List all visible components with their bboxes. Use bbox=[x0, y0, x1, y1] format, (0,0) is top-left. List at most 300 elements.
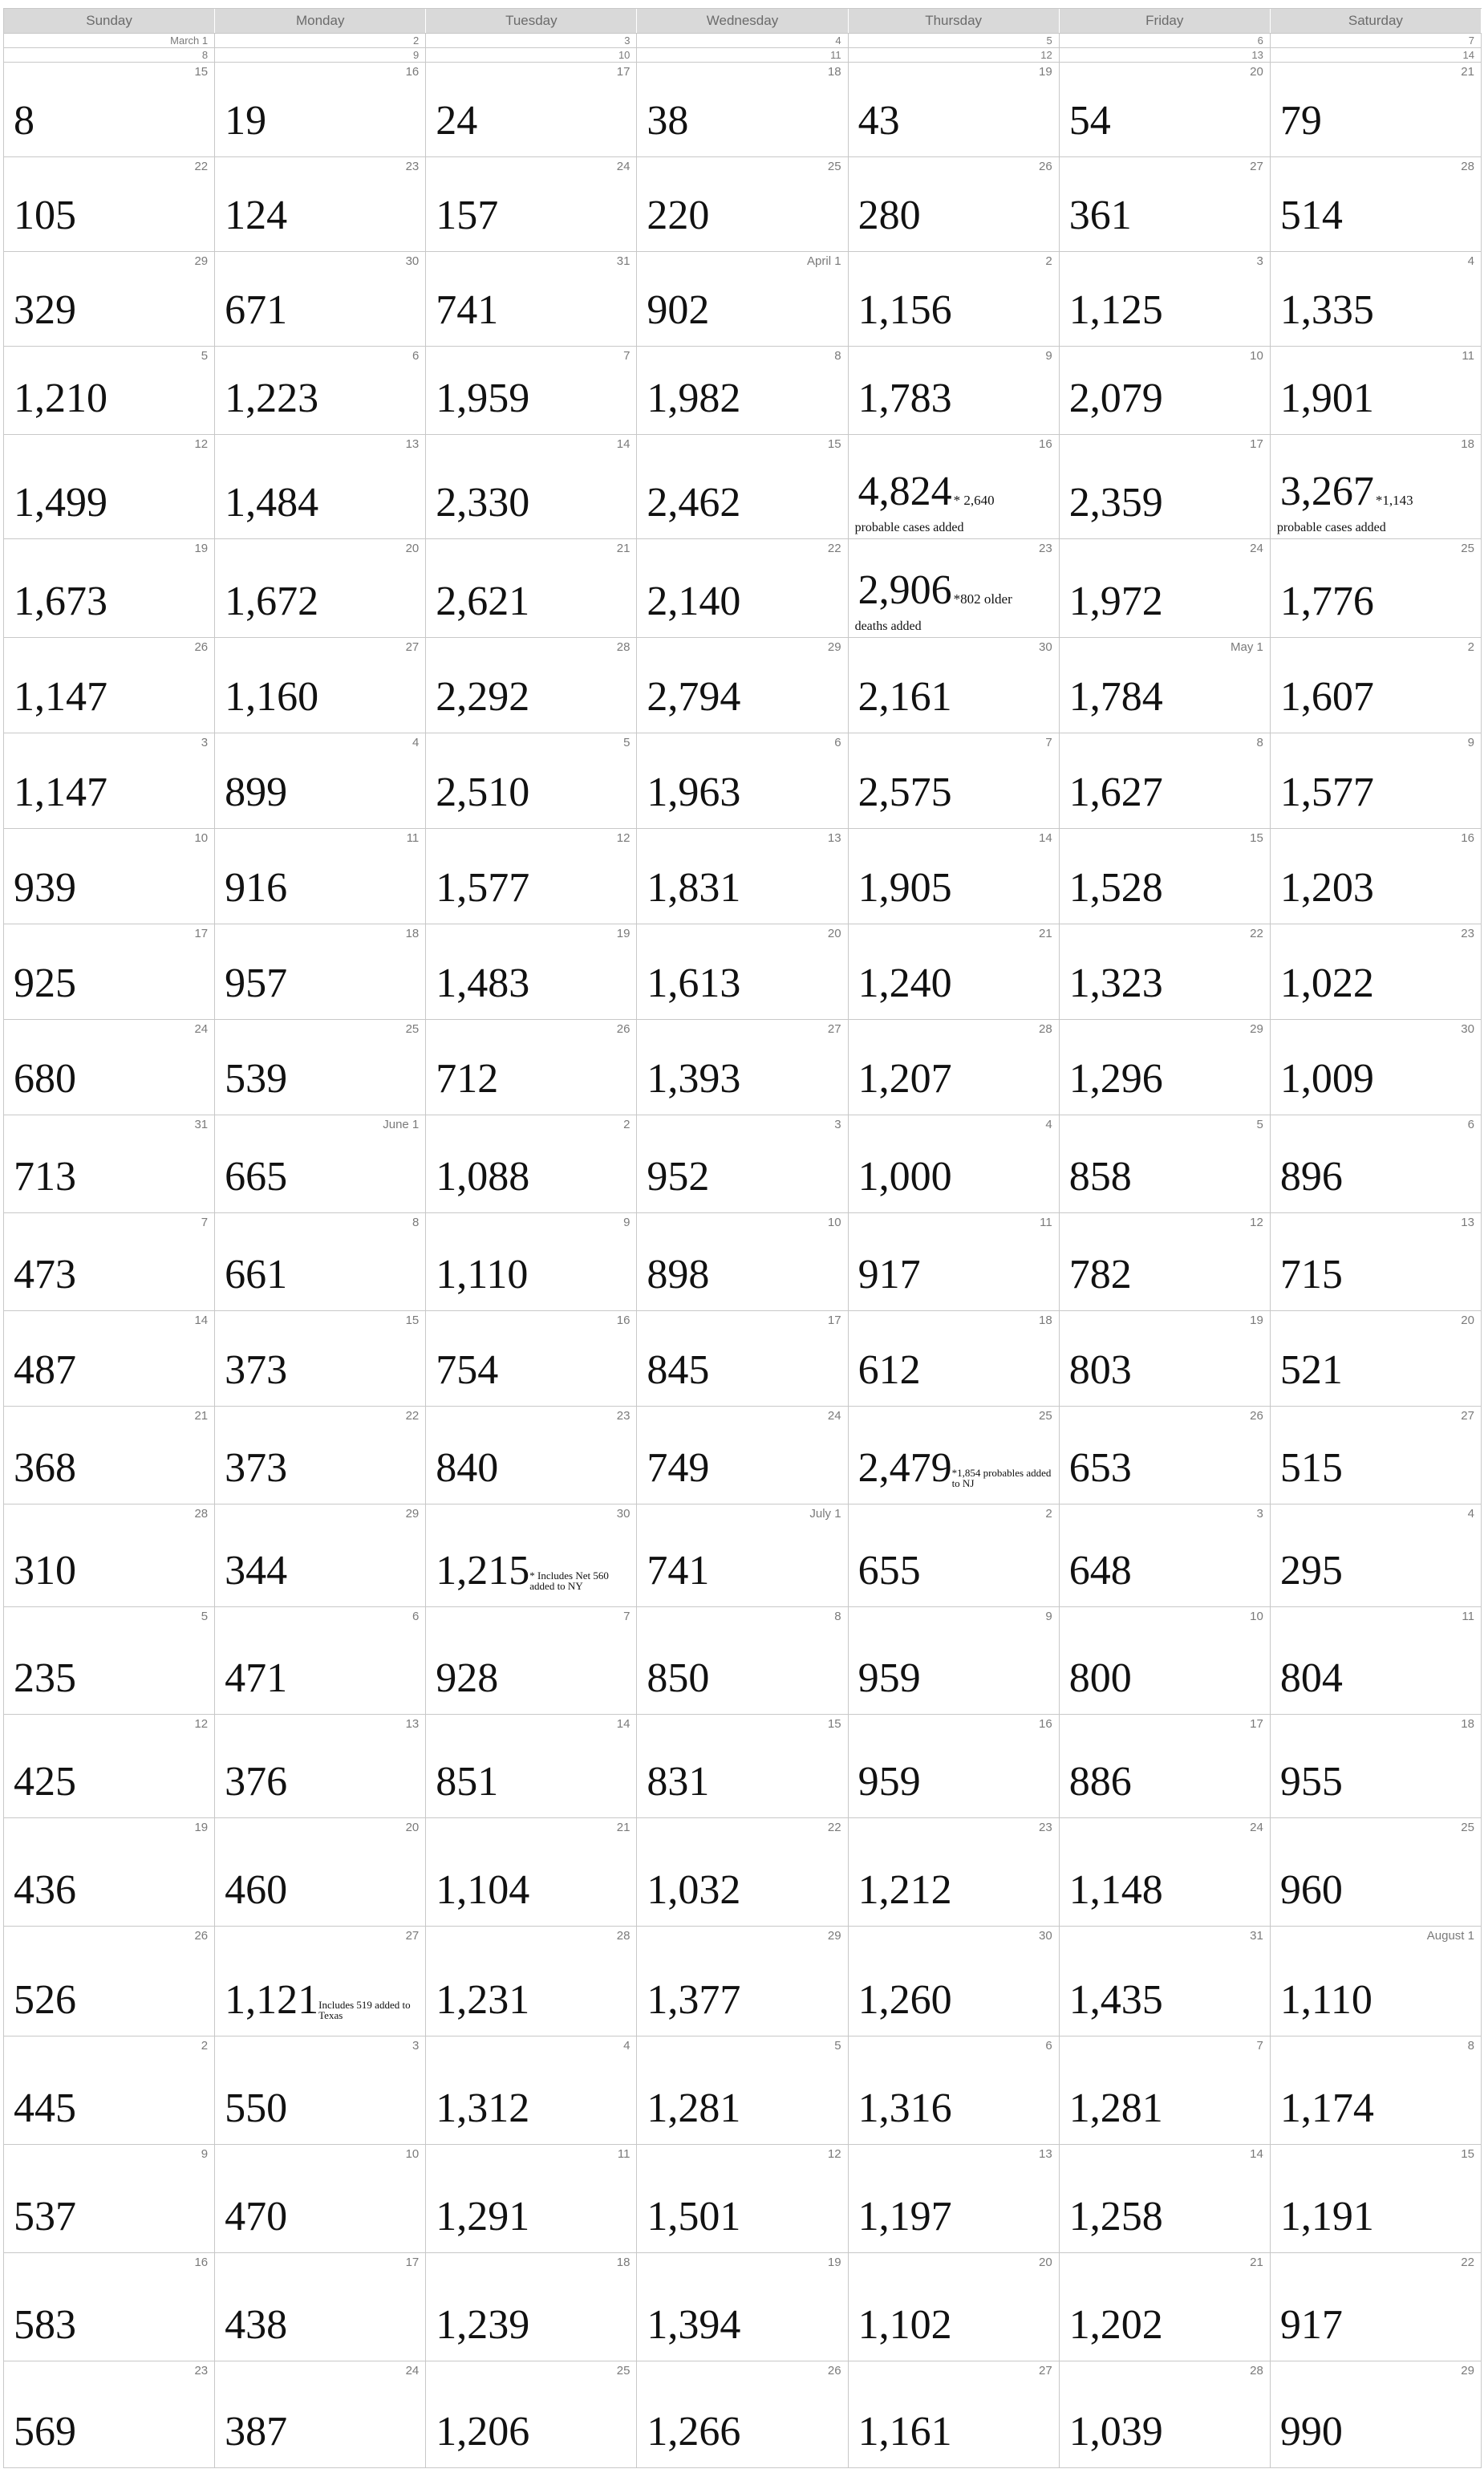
daily-count bbox=[1069, 482, 1163, 524]
daily-count bbox=[1069, 2196, 1163, 2238]
daily-count bbox=[436, 1761, 498, 1803]
day-number: 12 bbox=[194, 437, 209, 451]
day-cell bbox=[1060, 2253, 1271, 2361]
day-cell bbox=[849, 1020, 1060, 1115]
day-number: 12 bbox=[616, 831, 630, 845]
daily-count-value: 1,197 bbox=[858, 2194, 952, 2240]
day-cell bbox=[1271, 1927, 1482, 2036]
daily-count-value: 376 bbox=[225, 1759, 288, 1805]
daily-count-value: 850 bbox=[647, 1655, 710, 1701]
day-cell bbox=[1271, 1607, 1482, 1714]
daily-count-value: 917 bbox=[1279, 2302, 1343, 2348]
daily-count bbox=[647, 1347, 710, 1393]
daily-count-value: 1,627 bbox=[1068, 770, 1163, 815]
day-cell bbox=[215, 539, 426, 637]
daily-count-value: 2,479 bbox=[858, 1445, 952, 1491]
daily-count-value: 1,901 bbox=[1279, 376, 1374, 421]
day-cell bbox=[1060, 829, 1271, 924]
daily-count-value: 1,156 bbox=[858, 287, 952, 333]
daily-count-value: 1,577 bbox=[436, 865, 530, 911]
day-number: 13 bbox=[405, 437, 420, 451]
day-number: 7 bbox=[623, 349, 630, 363]
week-row bbox=[4, 63, 1482, 157]
daily-count-value: 1,240 bbox=[858, 960, 952, 1006]
daily-count-value: 1,121 bbox=[225, 1977, 319, 2023]
daily-count bbox=[225, 2196, 287, 2238]
daily-count bbox=[1280, 676, 1374, 718]
day-number: 8 bbox=[834, 1610, 841, 1623]
day-cell bbox=[1271, 1311, 1482, 1406]
day-cell bbox=[637, 252, 848, 346]
calendar-weeks bbox=[4, 34, 1482, 2468]
daily-count bbox=[1069, 581, 1163, 623]
week-row bbox=[4, 733, 1482, 829]
day-number: May 1 bbox=[1230, 640, 1263, 654]
daily-count bbox=[1279, 287, 1374, 333]
day-number: 26 bbox=[1250, 1409, 1263, 1423]
day-number: 31 bbox=[1250, 1929, 1263, 1943]
daily-count bbox=[1280, 1058, 1374, 1100]
day-cell bbox=[215, 1020, 426, 1115]
daily-count-value: 1,039 bbox=[1068, 2409, 1163, 2455]
daily-count bbox=[858, 1867, 952, 1913]
calendar bbox=[3, 8, 1482, 2468]
week-row bbox=[4, 1505, 1482, 1607]
day-number: 27 bbox=[1250, 160, 1263, 173]
daily-count-value: 1,577 bbox=[1279, 770, 1374, 815]
day-number: 22 bbox=[194, 160, 209, 173]
day-cell bbox=[1060, 1927, 1271, 2036]
daily-count bbox=[436, 1347, 499, 1393]
daily-count-value: 373 bbox=[225, 1445, 288, 1491]
daily-count-value: 79 bbox=[1279, 98, 1322, 144]
daily-count-value: 539 bbox=[225, 1056, 288, 1102]
day-number: 22 bbox=[827, 542, 841, 555]
day-cell bbox=[849, 539, 1060, 637]
daily-count bbox=[647, 1977, 741, 2023]
day-number: 11 bbox=[1462, 349, 1474, 363]
day-number: 8 bbox=[834, 349, 841, 363]
weekday-header-sunday: Sunday bbox=[4, 9, 215, 33]
day-number: 25 bbox=[405, 1022, 420, 1036]
daily-count bbox=[436, 1867, 530, 1913]
daily-count bbox=[1280, 378, 1374, 420]
daily-count bbox=[1279, 960, 1374, 1006]
daily-count-value: 1,231 bbox=[436, 1977, 530, 2023]
day-cell bbox=[637, 1115, 848, 1212]
day-number: 22 bbox=[1250, 927, 1263, 940]
day-number: 7 bbox=[623, 1610, 630, 1623]
day-number: 22 bbox=[1461, 2256, 1474, 2269]
daily-count bbox=[1280, 1550, 1343, 1592]
day-number: 21 bbox=[1461, 65, 1474, 79]
day-number: 23 bbox=[1039, 1821, 1052, 1834]
day-number: 20 bbox=[827, 927, 841, 940]
day-cell bbox=[1060, 2145, 1271, 2252]
daily-count-value: 487 bbox=[14, 1347, 76, 1393]
daily-count bbox=[436, 676, 529, 718]
day-number: 30 bbox=[1039, 1929, 1052, 1943]
daily-count-value: 886 bbox=[1068, 1759, 1132, 1805]
daily-count-value: 959 bbox=[858, 1655, 921, 1701]
daily-count bbox=[14, 676, 107, 718]
footnote-inline: *1,143 bbox=[1375, 493, 1413, 508]
day-cell bbox=[215, 2145, 426, 2252]
day-cell bbox=[426, 2145, 637, 2252]
day-number: 5 bbox=[201, 349, 209, 363]
day-number: 3 bbox=[412, 2039, 420, 2053]
day-number: 11 bbox=[830, 49, 841, 61]
daily-count bbox=[1279, 1977, 1372, 2023]
day-cell bbox=[426, 829, 637, 924]
daily-count bbox=[436, 2085, 530, 2131]
daily-count bbox=[1068, 2085, 1163, 2131]
daily-count bbox=[647, 581, 740, 623]
day-cell bbox=[426, 48, 637, 62]
day-cell bbox=[1060, 539, 1271, 637]
daily-count bbox=[858, 1655, 921, 1701]
day-number: 2 bbox=[413, 35, 420, 47]
day-cell bbox=[4, 63, 215, 156]
daily-count-value: 916 bbox=[225, 865, 288, 911]
daily-count bbox=[858, 2411, 952, 2453]
daily-count bbox=[858, 1156, 952, 1198]
daily-count-value: 1,258 bbox=[1068, 2194, 1163, 2240]
daily-count bbox=[1280, 581, 1374, 623]
day-cell bbox=[215, 63, 426, 156]
day-cell bbox=[215, 1505, 426, 1606]
day-cell bbox=[1060, 733, 1271, 828]
day-cell bbox=[849, 1715, 1060, 1817]
day-cell bbox=[4, 347, 215, 434]
daily-count-value: 1,672 bbox=[225, 579, 319, 624]
day-cell bbox=[426, 1115, 637, 1212]
day-cell bbox=[637, 1213, 848, 1310]
day-cell bbox=[1271, 2361, 1482, 2467]
day-cell bbox=[1271, 157, 1482, 251]
day-number: 30 bbox=[405, 254, 420, 268]
daily-count bbox=[14, 1156, 76, 1198]
footnote-below: deaths added bbox=[854, 619, 922, 633]
day-number: 18 bbox=[827, 65, 841, 79]
day-number: 7 bbox=[1256, 2039, 1263, 2053]
day-cell bbox=[1060, 1311, 1271, 1406]
day-number: 10 bbox=[618, 49, 630, 61]
daily-count-value: 1,088 bbox=[436, 1154, 530, 1200]
daily-count-value: 2,161 bbox=[858, 674, 952, 720]
daily-count-value: 1,784 bbox=[1068, 674, 1163, 720]
day-cell bbox=[849, 2253, 1060, 2361]
day-number: 3 bbox=[1256, 1507, 1263, 1521]
day-number: 23 bbox=[194, 2364, 209, 2378]
daily-count bbox=[14, 1347, 76, 1393]
daily-count bbox=[1280, 2304, 1343, 2346]
day-cell bbox=[426, 347, 637, 434]
daily-count bbox=[1280, 2411, 1343, 2453]
week-row bbox=[4, 2253, 1482, 2361]
day-cell bbox=[4, 1311, 215, 1406]
day-number: 28 bbox=[1461, 160, 1474, 173]
daily-count bbox=[858, 471, 995, 513]
day-cell bbox=[849, 34, 1060, 47]
daily-count bbox=[1279, 1655, 1343, 1701]
day-number: 15 bbox=[1461, 2147, 1474, 2161]
daily-count bbox=[647, 2304, 740, 2346]
day-cell bbox=[215, 2036, 426, 2144]
daily-count-value: 1,972 bbox=[1068, 579, 1163, 624]
day-cell bbox=[1271, 924, 1482, 1019]
day-number: 13 bbox=[1039, 2147, 1052, 2161]
day-number: 9 bbox=[1045, 1610, 1052, 1623]
day-number: 4 bbox=[1467, 254, 1474, 268]
day-cell bbox=[4, 539, 215, 637]
day-number: 23 bbox=[1039, 542, 1052, 555]
day-cell bbox=[1060, 1715, 1271, 1817]
week-row bbox=[4, 1607, 1482, 1715]
day-number: 18 bbox=[405, 927, 420, 940]
daily-count-value: 24 bbox=[436, 98, 478, 144]
daily-count bbox=[1280, 772, 1374, 814]
daily-count bbox=[858, 1347, 921, 1393]
daily-count-value: 124 bbox=[225, 193, 288, 238]
day-number: 21 bbox=[1250, 2256, 1263, 2269]
day-cell bbox=[849, 157, 1060, 251]
day-cell bbox=[426, 2253, 637, 2361]
day-cell bbox=[215, 48, 426, 62]
weekday-header-friday: Friday bbox=[1060, 9, 1271, 33]
day-cell bbox=[1271, 539, 1482, 637]
day-cell bbox=[4, 1715, 215, 1817]
day-cell bbox=[849, 1505, 1060, 1606]
day-number: 17 bbox=[194, 927, 209, 940]
daily-count-value: 917 bbox=[858, 1252, 921, 1297]
daily-count bbox=[436, 2304, 529, 2346]
daily-count bbox=[1280, 1254, 1343, 1296]
day-number: 14 bbox=[616, 1717, 630, 1731]
day-number: 26 bbox=[194, 640, 209, 654]
day-cell bbox=[849, 2361, 1060, 2467]
daily-count bbox=[1069, 676, 1163, 718]
daily-count-value: 438 bbox=[225, 2302, 288, 2348]
footnote: * Includes Net 560 added to NY bbox=[529, 1569, 609, 1593]
day-number: 25 bbox=[1461, 542, 1474, 555]
day-number: 25 bbox=[1039, 1409, 1052, 1423]
daily-count-value: 436 bbox=[14, 1867, 76, 1913]
daily-count-value: 1,377 bbox=[647, 1977, 741, 2023]
day-number: 3 bbox=[624, 35, 630, 47]
daily-count bbox=[14, 195, 76, 237]
day-number: 14 bbox=[1462, 49, 1474, 61]
daily-count-value: 235 bbox=[14, 1655, 76, 1701]
day-cell bbox=[849, 435, 1060, 538]
day-cell bbox=[637, 1020, 848, 1115]
daily-count-value: 712 bbox=[436, 1056, 499, 1102]
daily-count-value: 741 bbox=[647, 1548, 710, 1594]
daily-count-value: 899 bbox=[225, 770, 288, 815]
daily-count bbox=[1069, 867, 1163, 909]
daily-count bbox=[647, 1156, 709, 1198]
daily-count bbox=[858, 1761, 921, 1803]
day-number: 6 bbox=[1045, 2039, 1052, 2053]
day-cell bbox=[426, 1213, 637, 1310]
day-number: 13 bbox=[1251, 49, 1263, 61]
day-number: 14 bbox=[616, 437, 630, 451]
daily-count bbox=[436, 482, 529, 524]
day-number: 12 bbox=[1040, 49, 1052, 61]
daily-count-value: 1,783 bbox=[858, 376, 952, 421]
day-cell bbox=[637, 1311, 848, 1406]
day-cell bbox=[1060, 2036, 1271, 2144]
day-number: 19 bbox=[1250, 1314, 1263, 1327]
daily-count bbox=[1280, 471, 1413, 513]
daily-count bbox=[1279, 2085, 1374, 2131]
daily-count bbox=[436, 2411, 529, 2453]
daily-count bbox=[225, 1550, 287, 1592]
day-cell bbox=[1271, 347, 1482, 434]
day-number: 16 bbox=[194, 2256, 209, 2269]
daily-count-value: 387 bbox=[225, 2409, 288, 2455]
day-number: 29 bbox=[1250, 1022, 1263, 1036]
daily-count-value: 661 bbox=[225, 1252, 288, 1297]
day-number: 2 bbox=[1045, 254, 1052, 268]
day-cell bbox=[426, 539, 637, 637]
day-cell bbox=[1060, 1020, 1271, 1115]
day-cell bbox=[215, 638, 426, 733]
daily-count bbox=[1068, 1445, 1132, 1491]
daily-count-value: 1,160 bbox=[225, 674, 319, 720]
day-number: 16 bbox=[1039, 437, 1052, 451]
daily-count bbox=[225, 195, 287, 237]
day-cell bbox=[1060, 157, 1271, 251]
day-number: 8 bbox=[1467, 2039, 1474, 2053]
day-number: 22 bbox=[827, 1821, 841, 1834]
day-cell bbox=[1060, 252, 1271, 346]
day-cell bbox=[1271, 435, 1482, 538]
day-cell bbox=[4, 2361, 215, 2467]
daily-count-value: 612 bbox=[858, 1347, 921, 1393]
daily-count bbox=[14, 1550, 76, 1592]
daily-count-value: 1,607 bbox=[1279, 674, 1374, 720]
day-number: 2 bbox=[623, 1118, 630, 1131]
footnote-below: probable cases added bbox=[854, 521, 964, 534]
day-cell bbox=[1271, 2253, 1482, 2361]
daily-count-value: 425 bbox=[14, 1759, 76, 1805]
daily-count bbox=[647, 287, 710, 333]
daily-count-value: 1,316 bbox=[858, 2085, 952, 2131]
day-number: August 1 bbox=[1426, 1929, 1474, 1943]
day-number: 17 bbox=[827, 1314, 841, 1327]
day-number: 24 bbox=[616, 160, 630, 173]
daily-count bbox=[14, 1254, 76, 1296]
day-number: 3 bbox=[201, 736, 209, 749]
daily-count-value: 460 bbox=[225, 1867, 288, 1913]
daily-count bbox=[225, 1254, 287, 1296]
day-cell bbox=[426, 924, 637, 1019]
day-number: 15 bbox=[827, 1717, 841, 1731]
day-cell bbox=[215, 1607, 426, 1714]
day-number: 29 bbox=[405, 1507, 420, 1521]
daily-count bbox=[14, 1867, 76, 1913]
daily-count bbox=[1280, 867, 1374, 909]
daily-count bbox=[225, 772, 287, 814]
daily-count bbox=[225, 581, 318, 623]
day-number: July 1 bbox=[809, 1507, 841, 1521]
daily-count-value: 1,206 bbox=[436, 2409, 530, 2455]
day-number: 20 bbox=[405, 542, 420, 555]
daily-count-value: 2,292 bbox=[436, 674, 530, 720]
week-row bbox=[4, 2036, 1482, 2145]
day-cell bbox=[4, 252, 215, 346]
day-cell bbox=[215, 157, 426, 251]
week-row bbox=[4, 1020, 1482, 1115]
daily-count bbox=[858, 195, 921, 237]
daily-count bbox=[436, 581, 529, 623]
day-cell bbox=[215, 252, 426, 346]
daily-count-value: 1,312 bbox=[436, 2085, 530, 2131]
daily-count bbox=[1069, 1761, 1132, 1803]
daily-count bbox=[858, 960, 952, 1006]
day-cell bbox=[4, 34, 215, 47]
daily-count-value: 845 bbox=[647, 1347, 710, 1393]
daily-count-value: 713 bbox=[14, 1154, 76, 1200]
daily-count-value: 782 bbox=[1068, 1252, 1132, 1297]
daily-count-value: 445 bbox=[14, 2085, 76, 2131]
day-number: 21 bbox=[616, 542, 630, 555]
daily-count-value: 741 bbox=[436, 287, 499, 333]
daily-count bbox=[225, 100, 266, 142]
day-number: 19 bbox=[616, 927, 630, 940]
day-number: 23 bbox=[1461, 927, 1474, 940]
day-number: 6 bbox=[1257, 35, 1263, 47]
week-row bbox=[4, 638, 1482, 733]
daily-count-value: 157 bbox=[436, 193, 499, 238]
day-number: 6 bbox=[1467, 1118, 1474, 1131]
day-number: 12 bbox=[827, 2147, 841, 2161]
daily-count-value: 4,824 bbox=[858, 469, 952, 514]
day-cell bbox=[1060, 1213, 1271, 1310]
daily-count-value: 550 bbox=[225, 2085, 288, 2131]
day-cell bbox=[849, 1311, 1060, 1406]
day-number: 26 bbox=[1039, 160, 1052, 173]
daily-count bbox=[436, 1058, 498, 1100]
day-number: 16 bbox=[616, 1314, 630, 1327]
daily-count bbox=[1280, 2196, 1374, 2238]
day-cell bbox=[215, 1407, 426, 1504]
day-cell bbox=[1060, 347, 1271, 434]
day-number: 17 bbox=[1250, 1717, 1263, 1731]
day-number: 5 bbox=[1256, 1118, 1263, 1131]
daily-count bbox=[14, 867, 76, 909]
day-cell bbox=[1271, 1407, 1482, 1504]
day-cell bbox=[426, 1715, 637, 1817]
day-number: 26 bbox=[616, 1022, 630, 1036]
day-cell bbox=[426, 1927, 637, 2036]
day-number: 19 bbox=[1039, 65, 1052, 79]
day-cell bbox=[637, 638, 848, 733]
day-cell bbox=[849, 1407, 1060, 1504]
day-cell bbox=[4, 157, 215, 251]
day-number: 24 bbox=[827, 1409, 841, 1423]
day-number: 22 bbox=[405, 1409, 420, 1423]
day-cell bbox=[849, 829, 1060, 924]
day-number: 29 bbox=[827, 1929, 841, 1943]
daily-count bbox=[647, 378, 740, 420]
footnote: *1,854 probables added to NJ bbox=[951, 1466, 1052, 1490]
daily-count-value: 831 bbox=[647, 1759, 710, 1805]
day-number: 5 bbox=[201, 1610, 209, 1623]
day-cell bbox=[215, 2361, 426, 2467]
day-cell bbox=[215, 1115, 426, 1212]
